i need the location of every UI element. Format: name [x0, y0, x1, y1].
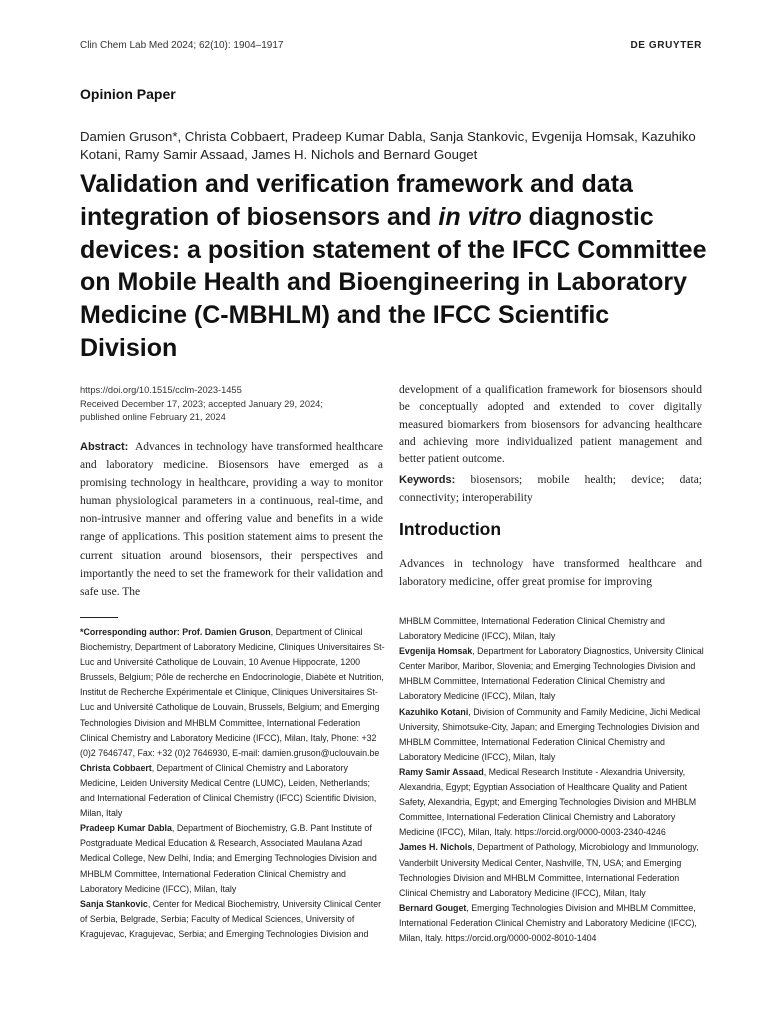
- footnote-affiliation: , Department of Clinical Chemistry and Laboratory Medicine, Leiden University Medical Centre (LUMC), Leiden, Netherlands; and International Federation of Clinical Chemistry (IFCC) Scientific Division, Milan, Italy: [80, 762, 377, 819]
- keywords-text: biosensors; mobile health; device; data; connectivity; interoperability: [399, 474, 702, 504]
- footnote-author-name: Pradeep Kumar Dabla: [80, 823, 172, 834]
- introduction-text: Advances in technology have transformed healthcare and laboratory medicine, offer great promise for improving: [399, 558, 702, 588]
- article-meta: [80, 384, 380, 425]
- keywords: [399, 472, 702, 507]
- footnote-divider: [80, 617, 118, 618]
- footnote-nichols: [399, 840, 705, 900]
- footnote-cobbaert: [80, 761, 386, 821]
- abstract-column-2: development of a qualification framework for biosensors should be conceptually adopted and extended to cover digitally measured biomarkers from biosensors for advancing healthcare and achieving more individualized patient management and better patient outcome.: [399, 384, 702, 466]
- title-part-1: Validation and verification framework and data integration of biosensors and: [80, 170, 633, 231]
- footnote-author-name: *Corresponding author: Prof. Damien Gruson: [80, 627, 271, 637]
- title-part-2: diagnostic devices: a position statement of the IFCC Committee on Mobile Health and Bioengineering in Laboratory Medicine (C-MBHLM) and the IFCC Scientific Division: [80, 202, 707, 362]
- footnote-stankovic: [80, 897, 386, 942]
- footnote-author-name: James H. Nichols: [399, 842, 473, 853]
- footnote-stankovic-cont: [399, 614, 705, 644]
- introduction-heading: Introduction: [399, 519, 502, 539]
- keywords-label: Keywords:: [399, 474, 456, 486]
- footnote-affiliation: , Medical Research Institute - Alexandria University, Alexandria, Egypt; Egyptian Association of Healthcare Quality and Patient Safety, Alexandria, Egypt; and Emerging Technologies Division and MHBLM Committee, International Federation Clinical Chemistry and Laboratory Medicine (IFCC), Milan, Italy. https://orcid.org/0000-0003-2340-4246: [399, 766, 697, 838]
- footnote-kotani: [399, 705, 705, 765]
- footnote-author-name: Ramy Samir Assaad: [399, 766, 484, 777]
- article-title: [80, 168, 710, 365]
- footnote-affiliation: , Department for Laboratory Diagnostics, University Clinical Center Maribor, Maribor, Slovenia; and Emerging Technologies Division and MHBLM Committee, International Federation Clinical Chemistry and Laboratory Medicine (IFCC), Milan, Italy: [399, 646, 704, 702]
- footnote-affiliation: , Emerging Technologies Division and MHBLM Committee, International Federation Clinical Chemistry and Laboratory Medicine (IFCC), Milan, Italy. https://orcid.org/0000-0002-8010-1404: [399, 902, 697, 943]
- abstract-text: Advances in technology have transformed healthcare and laboratory medicine. Biosensors have emerged as a promising technology in healthcare, providing a way to monitor human physiological parameters in a continuous, real-time, and non-intrusive manner and offering value and benefits in a wide range of applications. This position statement aims to present the current situation around biosensors, their perspectives and importantly the need to set the framework for their validation and safe use. The: [80, 441, 383, 598]
- footnote-affiliation: , Division of Community and Family Medicine, Jichi Medical University, Shimotsuke-City, Japan; and Emerging Technologies Division and MHBLM Committee, International Federation Clinical Chemistry and Laboratory Medicine (IFCC), Milan, Italy: [399, 706, 701, 762]
- footnote-affiliation: , Department of Pathology, Microbiology and Immunology, Vanderbilt University Medical Center, Nashville, TN, USA; and Emerging Technologies Division and MHBLM Committee, International Federation Clinical Chemistry and Laboratory Medicine (IFCC), Milan, Italy: [399, 842, 699, 898]
- footnote-affiliation: , Center for Medical Biochemistry, University Clinical Center of Serbia, Belgrade, Serbia; Faculty of Medical Sciences, University of Kragujevac, Kragujevac, Serbia; and Emerging Technologies Division and: [80, 898, 382, 939]
- footnote-author-name: Kazuhiko Kotani: [399, 706, 469, 717]
- publisher-logo: DE GRUYTER: [630, 40, 702, 51]
- footnote-gruson: [80, 625, 386, 761]
- page-header: [80, 40, 702, 56]
- footnote-author-name: Sanja Stankovic: [80, 898, 148, 909]
- footnote-affiliation: , Department of Clinical Biochemistry, Department of Laboratory Medicine, Cliniques Universitaires St-Luc and Université Catholique de Louvain, 10 Avenue Hippocrate, 1200 Brussels, Belgium; Pôle de recherche en Endocrinologie, Diabète et Nutrition, Institut de Recherche Expérimentale et Clinique, Cliniques Universitaires St-Luc and Université Catholique de Louvain, Brussels, Belgium; and Emerging Technologies Division and MHBLM Committee, International Federation Clinical Chemistry and Laboratory Medicine (IFCC), Milan, Italy, Phone: +32 (0)2 7646747, Fax: +32 (0)2 7646930, E-mail: damien.gruson@uclouvain.be: [80, 627, 385, 758]
- footnote-author-name: Evgenija Homsak: [399, 646, 473, 657]
- abstract-label: Abstract:: [80, 441, 129, 453]
- published-date: published online February 21, 2024: [80, 412, 226, 422]
- article-type: Opinion Paper: [80, 86, 176, 102]
- footnote-author-name: Bernard Gouget: [399, 902, 467, 913]
- received-date: Received December 17, 2023; accepted January 29, 2024;: [80, 398, 323, 409]
- footnotes-left: [80, 625, 386, 942]
- footnote-homsak: [399, 644, 705, 704]
- doi-link[interactable]: https://doi.org/10.1515/cclm-2023-1455: [80, 385, 242, 395]
- author-list: Damien Gruson*, Christa Cobbaert, Pradeep Kumar Dabla, Sanja Stankovic, Evgenija Homsak, Kazuhiko Kotani, Ramy Samir Assaad, James H. Nichols and Bernard Gouget: [80, 129, 696, 162]
- footnote-affiliation: , Department of Biochemistry, G.B. Pant Institute of Postgraduate Medical Education & Research, Associated Maulana Azad Medical College, New Delhi, India; and Emerging Technologies Division and MHBLM Committee, International Federation Clinical Chemistry and Laboratory Medicine (IFCC), Milan, Italy: [80, 823, 377, 894]
- footnotes-right: [399, 614, 705, 946]
- footnote-affiliation: MHBLM Committee, International Federation Clinical Chemistry and Laboratory Medicine (IFCC), Milan, Italy: [399, 616, 665, 642]
- footnote-gouget: [399, 901, 705, 946]
- abstract-column-1: [80, 438, 383, 601]
- journal-reference: Clin Chem Lab Med 2024; 62(10): 1904–1917: [80, 40, 284, 51]
- footnote-author-name: Christa Cobbaert: [80, 762, 152, 773]
- footnote-assaad: [399, 765, 705, 840]
- footnote-dabla: [80, 821, 386, 896]
- title-italic: in vitro: [438, 202, 522, 231]
